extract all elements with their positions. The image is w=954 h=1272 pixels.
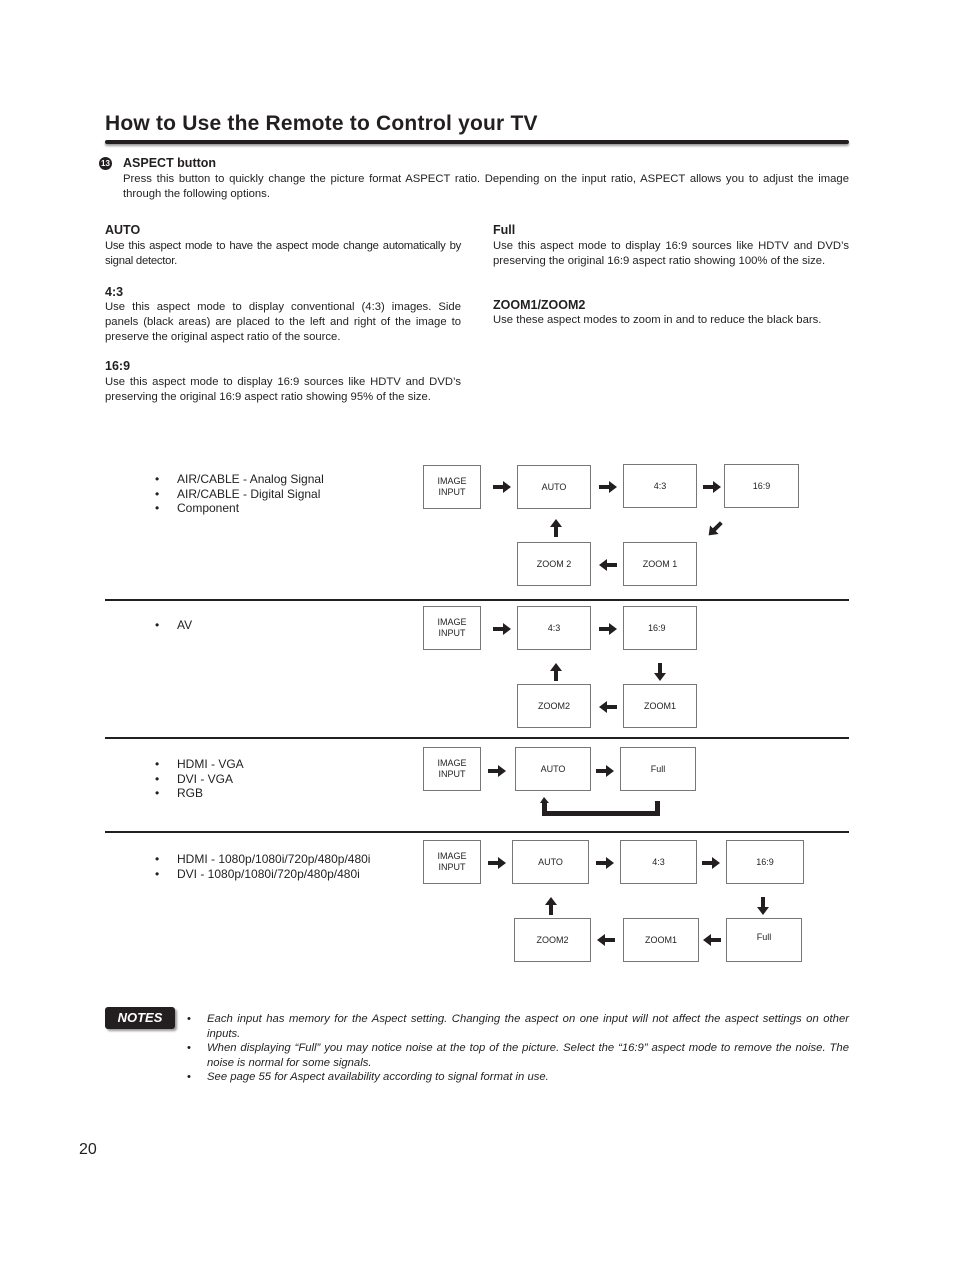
image-input-box: IMAGE INPUT xyxy=(423,747,481,791)
zoom1-box: ZOOM1 xyxy=(623,918,699,962)
zoom1-box: ZOOM1 xyxy=(623,684,697,728)
auto-text: Use this aspect mode to have the aspect mode change automatically by signal detector. xyxy=(105,240,461,267)
arrow-right-icon xyxy=(596,856,614,870)
zoom-text: Use these aspect modes to zoom in and to reduce the black bars. xyxy=(493,314,822,326)
auto-title: AUTO xyxy=(105,223,141,237)
arrow-up-icon xyxy=(549,519,563,537)
m43-title: 4:3 xyxy=(105,285,124,299)
note-item: • See page 55 for Aspect availability according to signal format in use. xyxy=(185,1070,849,1085)
diagram1-sources xyxy=(155,472,324,516)
arrow-left-icon xyxy=(703,933,721,947)
source-item: • AV xyxy=(155,618,192,633)
m43-text: Use this aspect mode to display conventional (4:3) images. Side panels (black areas) are placed to the left and right of the image to preserve the original aspect ratio of the source. xyxy=(105,301,461,343)
arrow-diagonal-icon xyxy=(704,518,727,541)
arrow-right-icon xyxy=(703,480,721,494)
arrow-down-icon xyxy=(756,897,770,915)
aspect-43-box: 4:3 xyxy=(620,840,697,884)
full-box: Full xyxy=(726,918,802,962)
aspect-intro: Press this button to quickly change the picture format ASPECT ratio. Depending on the input ratio, ASPECT allows you to adjust the image through the following options. xyxy=(123,173,849,200)
note-item: • When displaying “Full” you may notice noise at the top of the picture. Select the “16:9” aspect mode to remove the noise. The noise is normal for some signals. xyxy=(185,1041,849,1070)
section-divider xyxy=(105,831,849,833)
arrow-right-icon xyxy=(488,764,506,778)
image-input-box: IMAGE INPUT xyxy=(423,840,481,884)
full-title: Full xyxy=(493,223,516,237)
notes-badge: NOTES xyxy=(105,1007,175,1029)
arrow-left-icon xyxy=(599,700,617,714)
page-number: 20 xyxy=(79,1141,97,1158)
zoom2-box: ZOOM2 xyxy=(514,918,591,962)
arrow-right-icon xyxy=(599,480,617,494)
full-text: Use this aspect mode to display 16:9 sources like HDTV and DVD’s preserving the original 16:9 aspect ratio showing 100% of the size. xyxy=(493,240,849,267)
arrow-right-icon xyxy=(493,622,511,636)
arrow-down-icon xyxy=(653,663,667,681)
source-item: • Component xyxy=(155,501,324,516)
arrow-right-icon xyxy=(702,856,720,870)
image-input-box: IMAGE INPUT xyxy=(423,606,481,650)
aspect-heading: ASPECT button xyxy=(123,156,217,170)
section-divider xyxy=(105,599,849,601)
auto-box: AUTO xyxy=(512,840,589,884)
auto-box: AUTO xyxy=(517,465,591,509)
arrow-up-icon xyxy=(549,663,563,681)
auto-box: AUTO xyxy=(515,747,591,791)
return-arrow-icon xyxy=(540,797,664,819)
arrow-right-icon xyxy=(488,856,506,870)
full-box: Full xyxy=(620,747,696,791)
arrow-right-icon xyxy=(596,764,614,778)
m169-text: Use this aspect mode to display 16:9 sources like HDTV and DVD’s preserving the original 16:9 aspect ratio showing 95% of the size. xyxy=(105,376,461,403)
source-item: • RGB xyxy=(155,786,244,801)
diagram4-sources xyxy=(155,852,370,881)
notes-list xyxy=(185,1012,849,1085)
aspect-43-box: 4:3 xyxy=(517,606,591,650)
arrow-left-icon xyxy=(599,558,617,572)
zoom-title: ZOOM1/ZOOM2 xyxy=(493,298,586,312)
arrow-right-icon xyxy=(599,622,617,636)
image-input-box: IMAGE INPUT xyxy=(423,465,481,509)
arrow-right-icon xyxy=(493,480,511,494)
source-item: • AIR/CABLE - Analog Signal xyxy=(155,472,324,487)
zoom2-box: ZOOM2 xyxy=(517,684,591,728)
source-item: • HDMI - VGA xyxy=(155,757,244,772)
arrow-left-icon xyxy=(597,933,615,947)
source-item: • DVI - VGA xyxy=(155,772,244,787)
source-item: • AIR/CABLE - Digital Signal xyxy=(155,487,324,502)
source-item: • HDMI - 1080p/1080i/720p/480p/480i xyxy=(155,852,370,867)
aspect-169-box: 16:9 xyxy=(623,606,697,650)
aspect-43-box: 4:3 xyxy=(623,464,697,508)
arrow-up-icon xyxy=(544,897,558,915)
diagram2-sources xyxy=(155,618,192,633)
item-number-badge: 13 xyxy=(99,157,112,170)
section-divider xyxy=(105,737,849,739)
diagram3-sources xyxy=(155,757,244,801)
aspect-169-box: 16:9 xyxy=(726,840,804,884)
zoom2-box: ZOOM 2 xyxy=(517,542,591,586)
m169-title: 16:9 xyxy=(105,359,131,373)
note-item: • Each input has memory for the Aspect setting. Changing the aspect on one input will not affect the aspect settings on other inputs. xyxy=(185,1012,849,1041)
title-rule xyxy=(105,140,849,144)
aspect-169-box: 16:9 xyxy=(724,464,799,508)
page-title: How to Use the Remote to Control your TV xyxy=(105,112,538,135)
zoom1-box: ZOOM 1 xyxy=(623,542,697,586)
source-item: • DVI - 1080p/1080i/720p/480p/480i xyxy=(155,867,370,882)
